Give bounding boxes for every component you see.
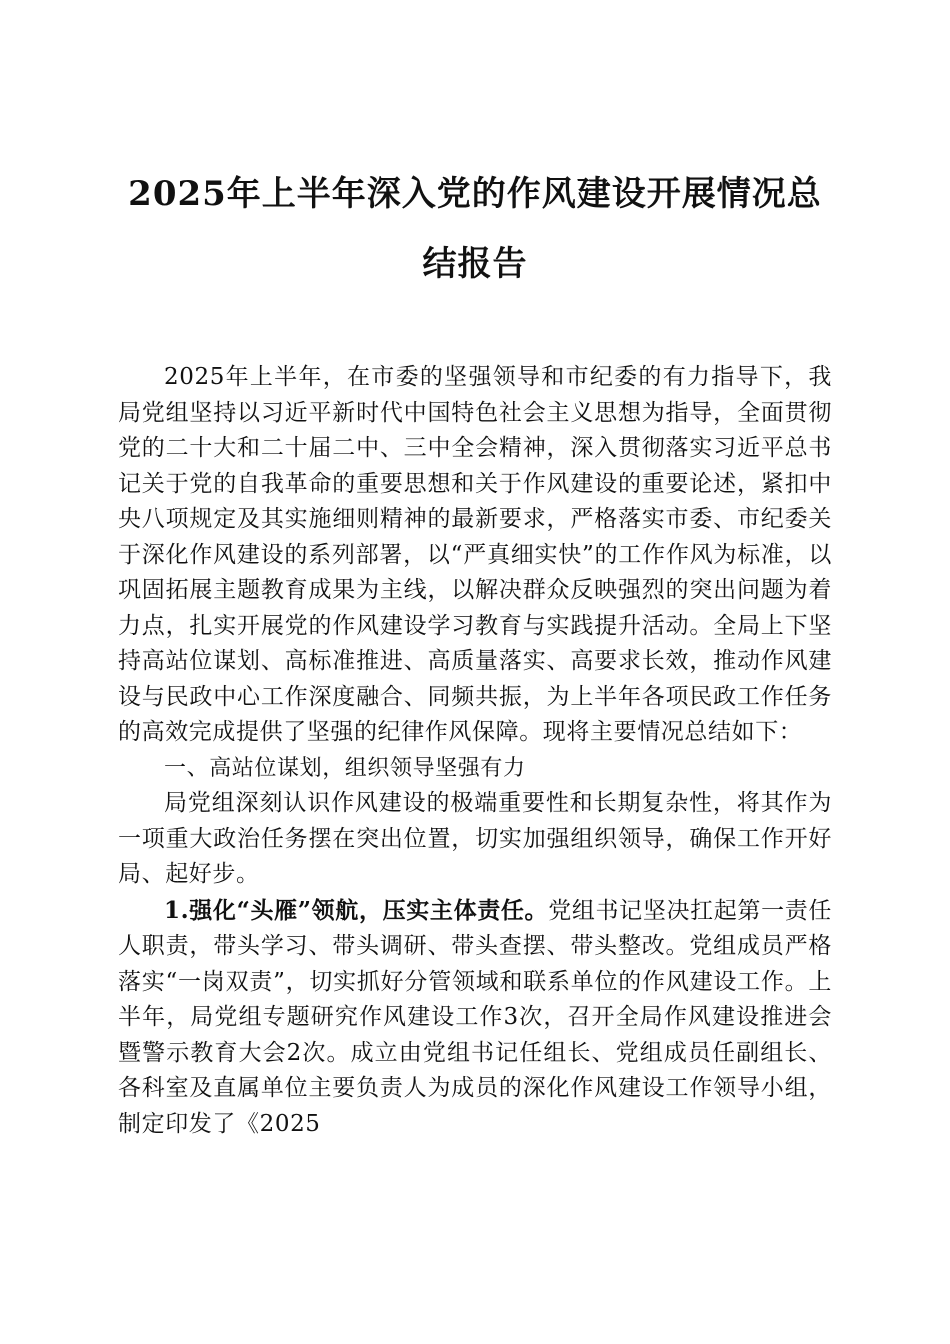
document-title-line-1: 2025年上半年深入党的作风建设开展情况总 [128, 174, 822, 214]
item-1-text: 党组书记坚决扛起第一责任人职责，带头学习、带头调研、带头查摆、带头整改。党组成员严格落实“一岗双责”，切实抓好分管领域和联系单位的作风建设工作。上半年，局党组专题研究作风建设工作3次，召开全局作风建设推进会暨警示教育大会2次。成立由党组书记任组长、党组成员任副组长、各科室及直属单位主要负责人为成员的深化作风建设工作领导小组，制定印发了《2025 [118, 897, 832, 1137]
intro-paragraph: 2025年上半年，在市委的坚强领导和市纪委的有力指导下，我局党组坚持以习近平新时代中国特色社会主义思想为指导，全面贯彻党的二十大和二十届二中、三中全会精神，深入贯彻落实习近平总书记关于党的自我革命的重要思想和关于作风建设的重要论述，紧扣中央八项规定及其实施细则精神的最新要求，严格落实市委、市纪委关于深化作风建设的系列部署，以“严真细实快”的工作作风为标准，以巩固拓展主题教育成果为主线，以解决群众反映强烈的突出问题为着力点，扎实开展党的作风建设学习教育与实践提升活动。全局上下坚持高站位谋划、高标准推进、高质量落实、高要求长效，推动作风建设与民政中心工作深度融合、同频共振，为上半年各项民政工作任务的高效完成提供了坚强的纪律作风保障。现将主要情况总结如下： [118, 364, 832, 745]
document-title-line-2: 结报告 [422, 244, 528, 284]
item-1-lead: 1.强化“头雁”领航，压实主体责任。 [164, 896, 549, 924]
item-1-paragraph [118, 893, 832, 1143]
section-1-heading: 一、高站位谋划，组织领导坚强有力 [164, 755, 526, 781]
section-1-paragraph: 局党组深刻认识作风建设的极端重要性和长期复杂性，将其作为一项重大政治任务摆在突出位置，切实加强组织领导，确保工作开好局、起好步。 [118, 790, 832, 887]
document-body [118, 360, 832, 1142]
